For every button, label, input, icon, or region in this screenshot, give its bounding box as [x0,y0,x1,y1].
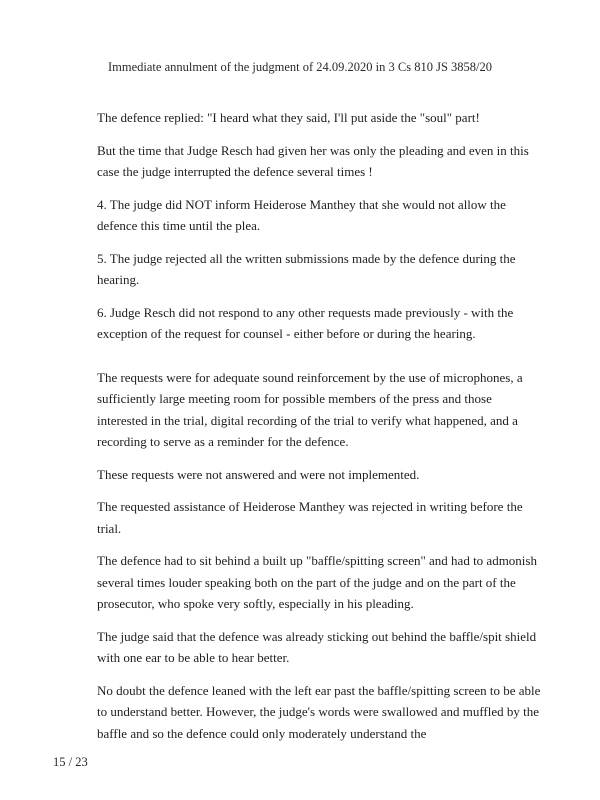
page-number: 15 / 23 [53,755,88,769]
paragraph: The requests were for adequate sound reinforcement by the use of microphones, a sufficiently large meeting room for possible members of the press and those interested in the trial, digital recording of the trial to verify what happened, and a recording to serve as a reminder for the defence. [97,369,523,449]
paragraph: No doubt the defence leaned with the left ear past the baffle/spitting screen to be able to understand better. However, the judge's words were swallowed and muffled by the baffle and so the defence could only moderately understand the [97,682,541,741]
page-header: Immediate annulment of the judgment of 24.09.2020 in 3 Cs 810 JS 3858/20 [108,60,492,74]
paragraph: The defence had to sit behind a built up "baffle/spitting screen" and had to admonish several times louder speaking both on the part of the judge and on the part of the prosecutor, who spoke very softly, especially in his pleading. [97,553,537,611]
paragraph: The defence replied: "I heard what they said, I'll put aside the "soul" part! [97,110,480,125]
paragraph: These requests were not answered and were not implemented. [97,466,420,482]
paragraph: 4. The judge did NOT inform Heiderose Manthey that she would not allow the defence this time until the plea. [97,196,506,233]
paragraph: 5. The judge rejected all the written submissions made by the defence during the hearing. [97,250,516,287]
document-body [97,107,543,755]
paragraph: The requested assistance of Heiderose Manthey was rejected in writing before the trial. [97,499,523,536]
paragraph: 6. Judge Resch did not respond to any other requests made previously - with the exception of the request for counsel - either before or during the hearing. [97,304,514,341]
paragraph: The judge said that the defence was already sticking out behind the baffle/spit shield with one ear to be able to hear better. [97,628,537,665]
paragraph: But the time that Judge Resch had given her was only the pleading and even in this case the judge interrupted the defence several times ! [97,142,529,179]
